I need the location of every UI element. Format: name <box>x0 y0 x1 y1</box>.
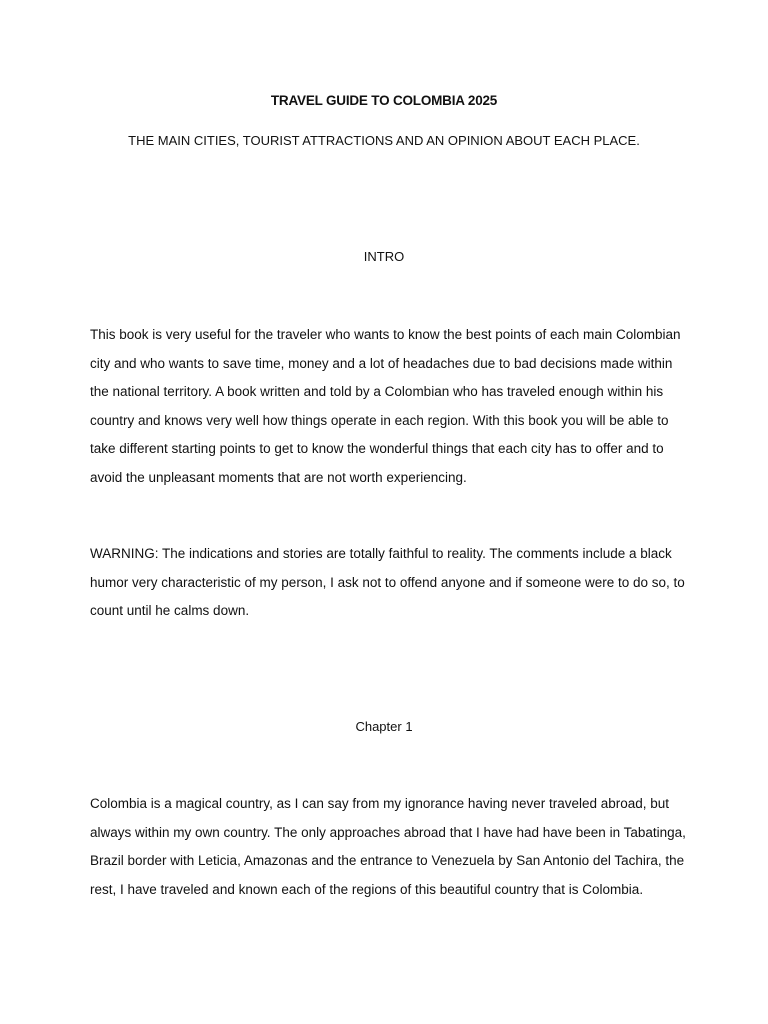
document-title: TRAVEL GUIDE TO COLOMBIA 2025 <box>270 93 498 108</box>
document-subtitle: THE MAIN CITIES, TOURIST ATTRACTIONS AND AN OPINION ABOUT EACH PLACE. <box>128 133 640 148</box>
warning-paragraph: WARNING: The indications and stories are totally faithful to reality. The comments include a black humor very characteristic of my person, I ask not to offend anyone and if someone were to do so, to count until he calms down. <box>90 546 685 618</box>
intro-heading: INTRO <box>363 249 405 264</box>
intro-paragraph: This book is very useful for the traveler who wants to know the best points of each main Colombian city and who wants to save time, money and a lot of headaches due to bad decisions made within the national territory. A book written and told by a Colombian who has traveled enough within his country and knows very well how things operate in each region. With this book you will be able to take different starting points to get to know the wonderful things that each city has to offer and to avoid the unpleasant moments that are not worth experiencing. <box>90 327 681 485</box>
chapter-paragraph: Colombia is a magical country, as I can say from my ignorance having never traveled abroad, but always within my own country. The only approaches abroad that I have had have been in Tabatinga, Brazil border with Leticia, Amazonas and the entrance to Venezuela by San Antonio del Tachira, the rest, I have traveled and known each of the regions of this beautiful country that is Colombia. <box>90 796 686 897</box>
chapter-heading: Chapter 1 <box>355 719 413 734</box>
